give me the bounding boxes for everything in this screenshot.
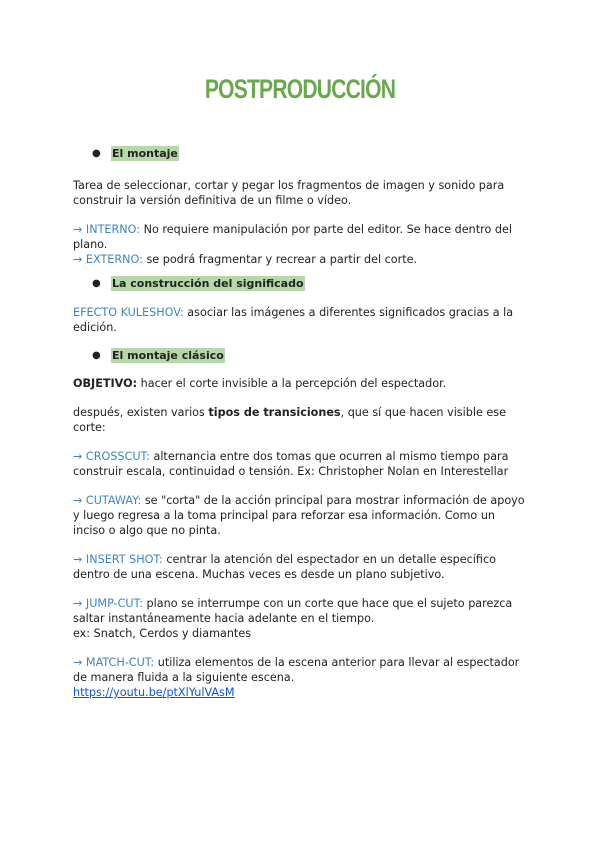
interno-paragraph xyxy=(73,222,529,252)
externo-text: se podrá fragmentar y recrear a partir del corte. xyxy=(142,253,418,266)
jump-text: plano se interrumpe con un corte que hace que el sujeto parezca saltar instantáneamente hacia adelante en el tiempo. xyxy=(73,597,513,625)
transiciones-paragraph: después, existen varios tipos de transiciones, que sí que hacen visible ese corte: xyxy=(73,406,506,434)
section-heading-montaje: ● El montaje xyxy=(92,147,178,160)
insert-paragraph xyxy=(73,552,529,582)
section-heading-clasico: ● El montaje clásico xyxy=(92,349,224,362)
match-label: → MATCH-CUT: xyxy=(73,656,155,669)
jump-paragraph xyxy=(73,596,529,626)
jump-example: ex: Snatch, Cerdos y diamantes xyxy=(73,627,252,640)
interno-label: → INTERNO: xyxy=(73,223,141,236)
crosscut-label: → CROSSCUT: xyxy=(73,450,150,463)
crosscut-paragraph xyxy=(73,449,529,479)
bullet-dot: ● xyxy=(92,278,101,289)
objetivo-text: hacer el corte invisible a la percepción del espectador. xyxy=(137,377,447,390)
objetivo-paragraph xyxy=(73,376,529,391)
kuleshov-paragraph xyxy=(73,305,529,335)
match-text: utiliza elementos de la escena anterior para llevar al espectador de manera fluida a la siguiente escena. xyxy=(73,656,520,684)
youtube-link[interactable]: https://youtu.be/ptXlYulVAsM xyxy=(73,686,235,699)
kuleshov-text: asociar las imágenes a diferentes significados gracias a la edición. xyxy=(73,306,514,334)
crosscut-text: alternancia entre dos tomas que ocurren al mismo tiempo para construir escala, continuidad o tensión. Ex: Christopher Nolan en Interestellar xyxy=(73,450,509,478)
bullet-dot: ● xyxy=(92,350,101,361)
cutaway-label: → CUTAWAY: xyxy=(73,494,142,507)
document-body xyxy=(73,146,529,700)
externo-paragraph xyxy=(73,252,529,267)
bullet-dot: ● xyxy=(92,148,101,159)
externo-label: → EXTERNO: xyxy=(73,253,143,266)
montaje-definition: Tarea de seleccionar, cortar y pegar los fragmentos de imagen y sonido para construir la versión definitiva de un filme o vídeo. xyxy=(73,179,505,207)
objetivo-label: OBJETIVO: xyxy=(73,377,138,390)
interno-text: No requiere manipulación por parte del editor. Se hace dentro del plano. xyxy=(73,223,512,251)
transiciones-bold: tipos de transiciones xyxy=(208,406,341,419)
cutaway-paragraph xyxy=(73,493,529,538)
insert-text: centrar la atención del espectador en un detalle específico dentro de una escena. Muchas veces es desde un plano subjetivo. xyxy=(73,553,496,581)
cutaway-text: se "corta" de la acción principal para mostrar información de apoyo y luego regresa a la toma principal para reforzar esa información. Como un inciso o algo que no pinta. xyxy=(73,494,525,537)
section-heading-significado: ● La construcción del significado xyxy=(92,277,304,290)
jump-label: → JUMP-CUT: xyxy=(73,597,143,610)
insert-label: → INSERT SHOT: xyxy=(73,553,163,566)
kuleshov-label: EFECTO KULESHOV: xyxy=(73,306,184,319)
match-paragraph xyxy=(73,655,529,685)
page-title: POSTPRODUCCIÓN xyxy=(204,74,396,104)
